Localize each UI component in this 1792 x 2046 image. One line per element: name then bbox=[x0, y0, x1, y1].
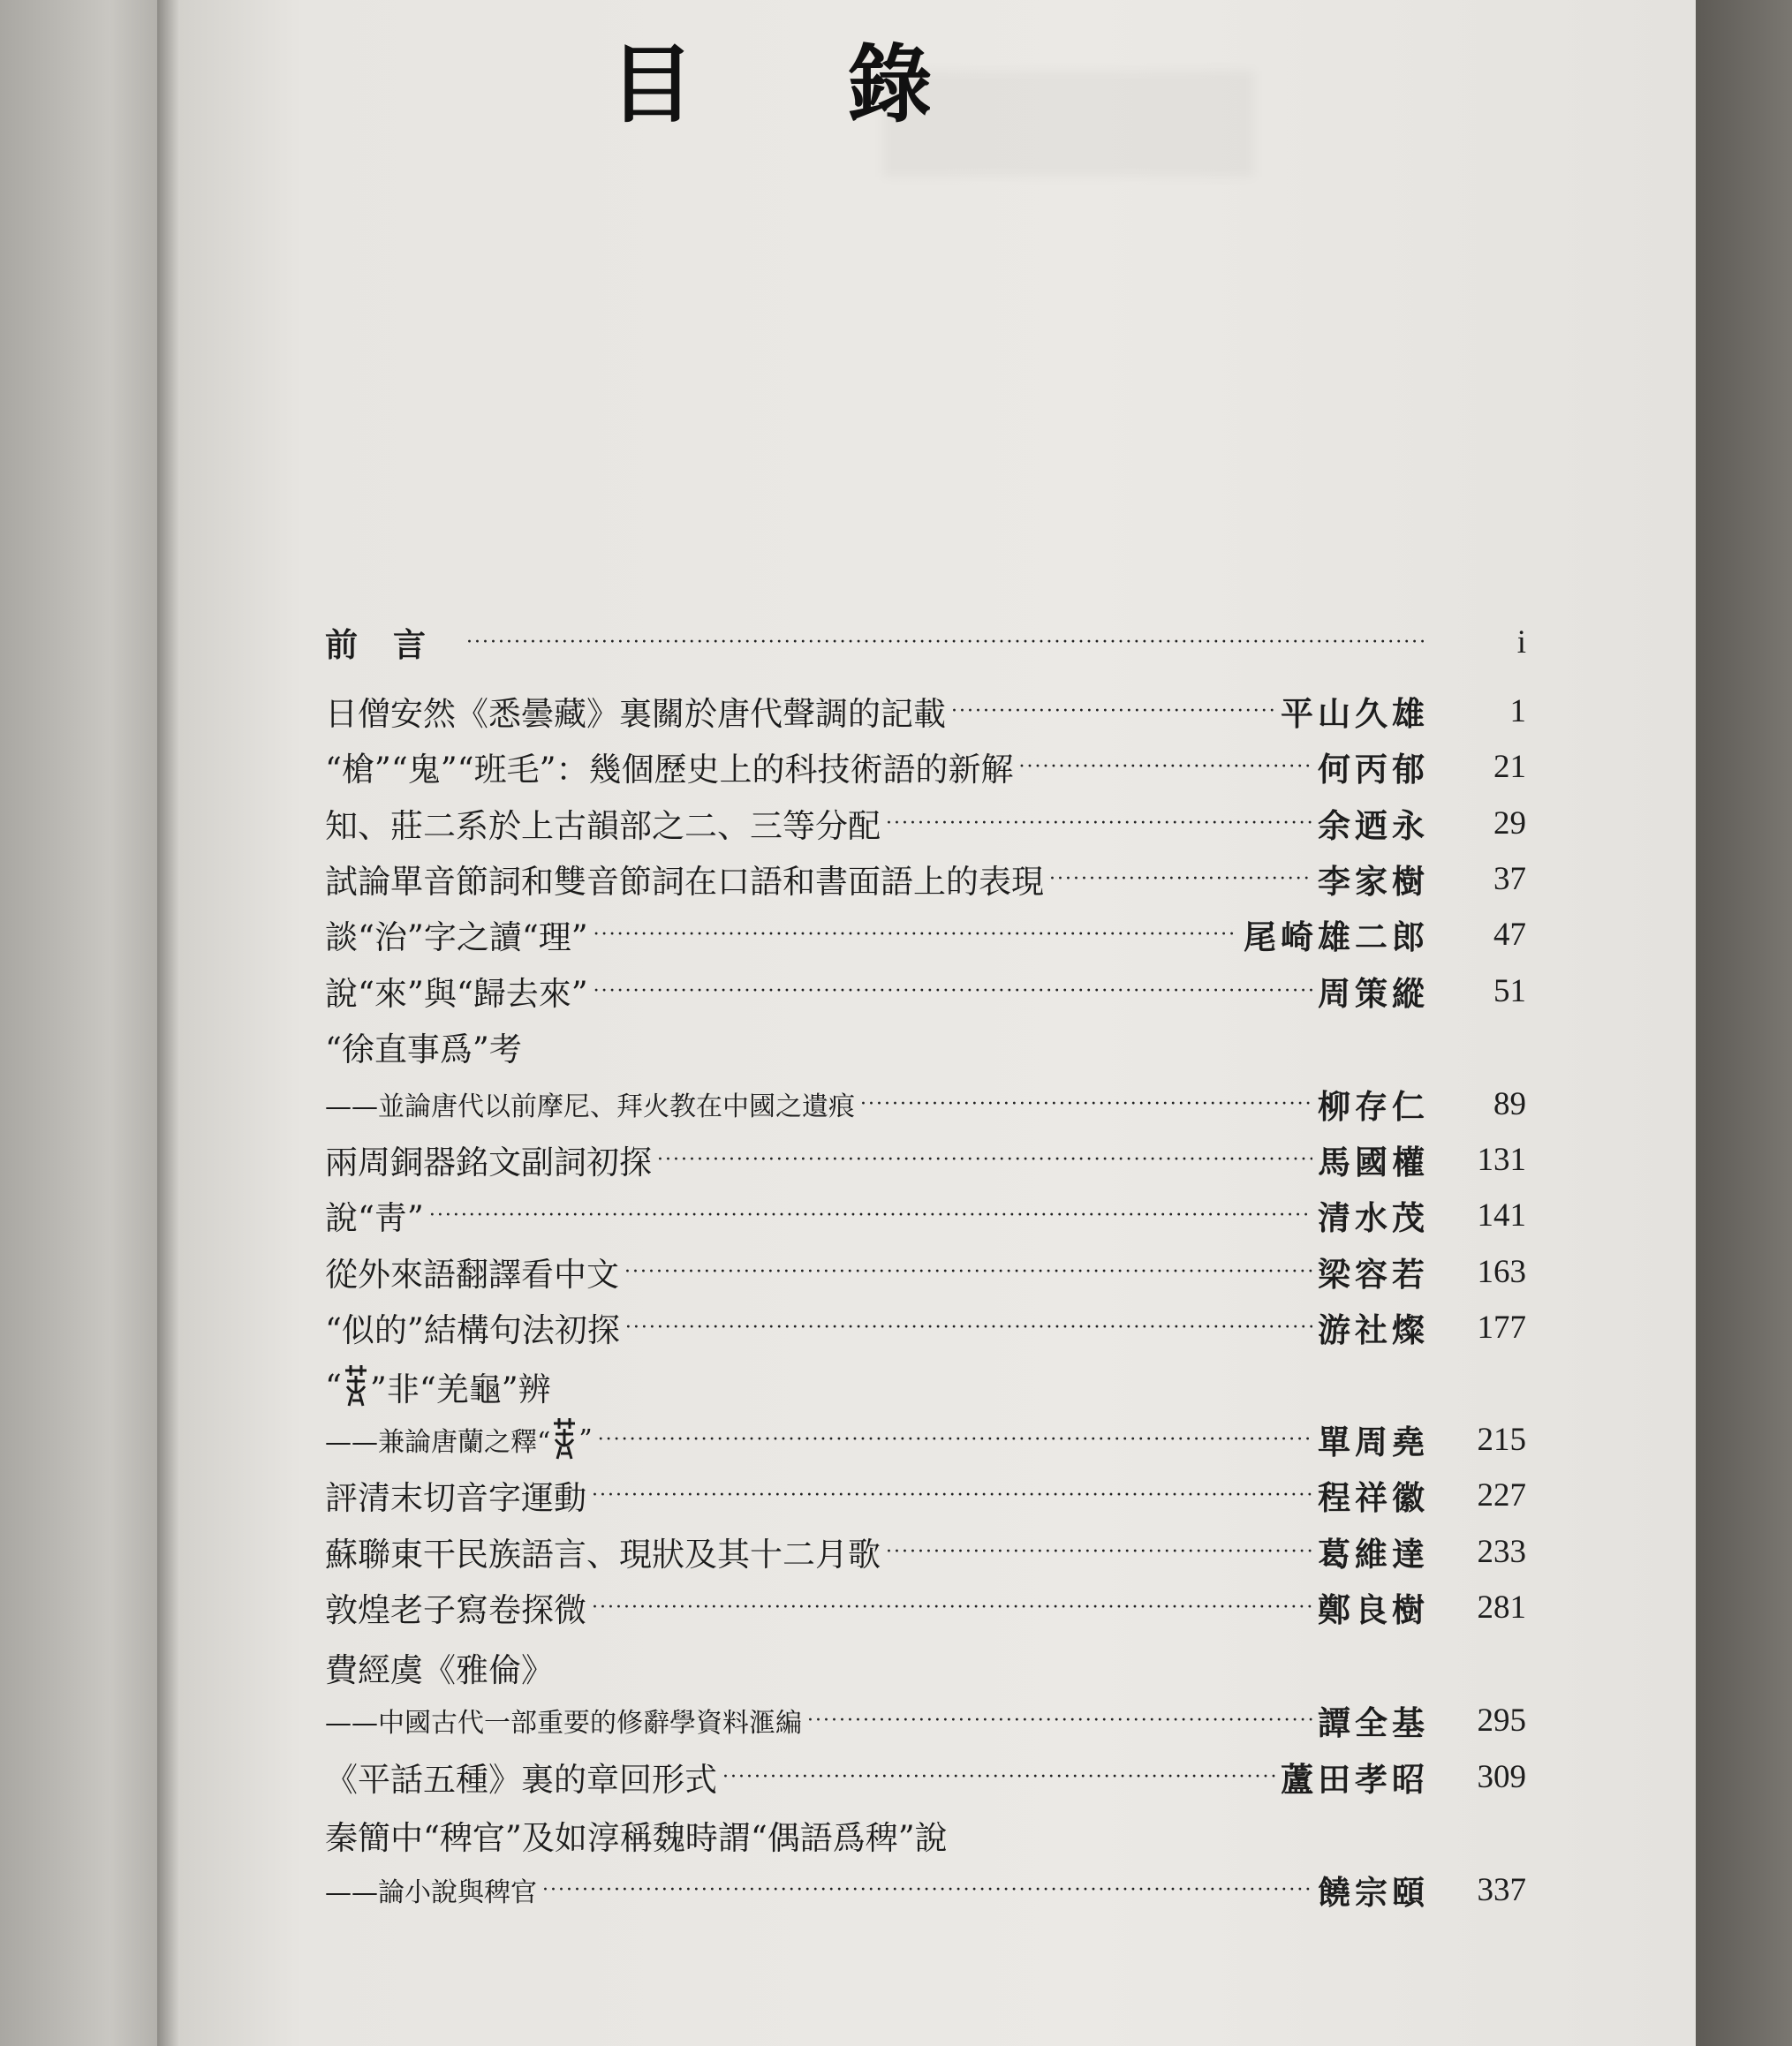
entry-title: 蘇聯東干民族語言、現狀及其十二月歌 bbox=[325, 1536, 881, 1574]
toc-entry bbox=[325, 1525, 1526, 1578]
entry-page: 29 bbox=[1493, 804, 1526, 842]
entry-subtitle: ——論小說與稗官 bbox=[325, 1877, 537, 1908]
entry-page: 163 bbox=[1477, 1253, 1526, 1290]
toc-entry bbox=[325, 1750, 1526, 1803]
table-of-contents bbox=[325, 0, 1526, 2046]
entry-title: 說“來”與“歸去來” bbox=[325, 975, 588, 1013]
toc-entry bbox=[325, 1133, 1526, 1186]
leader-dots bbox=[625, 1317, 1312, 1339]
leader-dots bbox=[592, 1597, 1312, 1619]
leader-dots bbox=[594, 980, 1312, 1002]
leader-dots bbox=[592, 1484, 1312, 1506]
leader-dots bbox=[657, 1149, 1312, 1171]
ancient-seal-glyph-icon bbox=[342, 1363, 370, 1409]
entry-title: ”非“羌龜”辨 bbox=[369, 1370, 551, 1408]
entry-author: 譚全基 bbox=[1318, 1703, 1429, 1742]
page-title: 目 錄 bbox=[609, 34, 994, 134]
toc-entry-title-line: 費經虞《雅倫》 bbox=[325, 1651, 554, 1689]
entry-author: 梁容若 bbox=[1318, 1255, 1429, 1294]
toc-entry bbox=[325, 684, 1526, 737]
entry-author: 單周堯 bbox=[1318, 1423, 1429, 1461]
entry-page: 215 bbox=[1477, 1421, 1526, 1458]
toc-entry-subtitle bbox=[325, 1694, 1526, 1747]
leader-dots bbox=[594, 924, 1238, 946]
entry-title: 《平話五種》裏的章回形式 bbox=[325, 1761, 717, 1799]
ancient-seal-glyph-icon bbox=[550, 1416, 578, 1462]
entry-page: i bbox=[1516, 623, 1526, 661]
toc-entry bbox=[325, 1301, 1526, 1354]
leader-dots bbox=[542, 1879, 1312, 1901]
toc-entry-title-line: “徐直事爲”考 bbox=[325, 1031, 522, 1068]
entry-subtitle-end: ” bbox=[578, 1423, 593, 1455]
toc-entry bbox=[325, 964, 1526, 1017]
entry-author: 平山久雄 bbox=[1281, 694, 1429, 733]
toc-entry-title-line: 秦簡中“稗官”及如淳稱魏時謂“偶語爲稗”說 bbox=[325, 1819, 948, 1857]
entry-author: 柳存仁 bbox=[1318, 1087, 1429, 1126]
entry-title: “似的”結構句法初探 bbox=[325, 1311, 620, 1349]
entry-title: 從外來語翻譯看中文 bbox=[325, 1256, 619, 1294]
entry-title: 前言 bbox=[325, 625, 461, 664]
toc-entry-title-line: “ ”非“羌龜”辨 bbox=[325, 1360, 551, 1413]
entry-title: “槍”“鬼”“班毛”：幾個歷史上的科技術語的新解 bbox=[325, 751, 1014, 789]
entry-title: 試論單音節詞和雙音節詞在口語和書面語上的表現 bbox=[325, 863, 1044, 901]
leader-dots bbox=[429, 1204, 1312, 1227]
entry-page: 227 bbox=[1477, 1476, 1526, 1514]
entry-page: 21 bbox=[1493, 748, 1526, 785]
entry-title: 說“靑” bbox=[325, 1199, 424, 1237]
leader-dots bbox=[1019, 756, 1313, 778]
book-gutter bbox=[157, 0, 180, 2046]
toc-entry-subtitle bbox=[325, 1863, 1526, 1916]
entry-page: 47 bbox=[1493, 916, 1526, 953]
entry-page: 37 bbox=[1493, 860, 1526, 897]
entry-title: 評清末切音字運動 bbox=[325, 1479, 586, 1517]
entry-author: 葛維達 bbox=[1318, 1535, 1429, 1574]
leader-dots bbox=[886, 1541, 1312, 1563]
entry-subtitle: ——兼論唐蘭之釋“ bbox=[325, 1427, 551, 1458]
entry-subtitle: ——並論唐代以前摩尼、拜火教在中國之遺痕 bbox=[325, 1091, 855, 1122]
leader-dots bbox=[624, 1261, 1312, 1283]
entry-author: 游社燦 bbox=[1318, 1310, 1429, 1349]
entry-title: 談“治”字之讀“理” bbox=[325, 918, 588, 956]
right-page-edge bbox=[1696, 0, 1792, 2046]
leader-dots bbox=[466, 631, 1424, 653]
entry-author: 饒宗頤 bbox=[1318, 1873, 1429, 1912]
entry-author: 鄭良樹 bbox=[1318, 1590, 1429, 1629]
entry-author: 馬國權 bbox=[1318, 1143, 1429, 1182]
entry-subtitle: ——中國古代一部重要的修辭學資料滙編 bbox=[325, 1708, 802, 1739]
entry-author: 周策縱 bbox=[1318, 974, 1429, 1013]
leader-dots bbox=[951, 700, 1275, 722]
entry-author: 尾崎雄二郎 bbox=[1244, 917, 1429, 956]
entry-page: 337 bbox=[1477, 1871, 1526, 1908]
toc-entry bbox=[325, 797, 1526, 849]
entry-author: 何丙郁 bbox=[1318, 750, 1429, 789]
toc-entry-subtitle bbox=[325, 1413, 1526, 1466]
toc-entry bbox=[325, 1245, 1526, 1298]
left-page-edge bbox=[0, 0, 157, 2046]
entry-page: 295 bbox=[1477, 1702, 1526, 1739]
entry-page: 177 bbox=[1477, 1309, 1526, 1346]
entry-title: 敦煌老子寫卷探微 bbox=[325, 1591, 586, 1629]
entry-author: 李家樹 bbox=[1318, 862, 1429, 901]
toc-entry bbox=[325, 1581, 1526, 1634]
entry-title: 兩周銅器銘文副詞初探 bbox=[325, 1144, 652, 1182]
entry-author: 清水茂 bbox=[1318, 1198, 1429, 1237]
toc-entry bbox=[325, 908, 1526, 961]
entry-page: 131 bbox=[1477, 1141, 1526, 1178]
entry-title: 日僧安然《悉曇藏》裏關於唐代聲調的記載 bbox=[325, 695, 946, 733]
entry-page: 51 bbox=[1493, 972, 1526, 1009]
entry-author: 程祥徽 bbox=[1318, 1478, 1429, 1517]
leader-dots bbox=[886, 812, 1312, 834]
entry-page: 281 bbox=[1477, 1589, 1526, 1626]
leader-dots bbox=[722, 1766, 1275, 1788]
leader-dots bbox=[598, 1429, 1312, 1451]
leader-dots bbox=[807, 1710, 1312, 1732]
leader-dots bbox=[860, 1093, 1312, 1115]
entry-page: 233 bbox=[1477, 1533, 1526, 1570]
entry-page: 309 bbox=[1477, 1758, 1526, 1795]
entry-title: 知、莊二系於上古韻部之二、三等分配 bbox=[325, 807, 881, 845]
toc-entry-preface bbox=[325, 615, 1526, 668]
entry-page: 141 bbox=[1477, 1197, 1526, 1234]
toc-entry bbox=[325, 740, 1526, 793]
entry-author: 余迺永 bbox=[1318, 806, 1429, 845]
leader-dots bbox=[1049, 868, 1312, 890]
entry-page: 1 bbox=[1509, 692, 1526, 729]
toc-entry bbox=[325, 1189, 1526, 1242]
toc-entry bbox=[325, 1468, 1526, 1521]
toc-entry-subtitle bbox=[325, 1077, 1526, 1130]
entry-page: 89 bbox=[1493, 1085, 1526, 1122]
toc-entry bbox=[325, 852, 1526, 905]
entry-author: 蘆田孝昭 bbox=[1281, 1760, 1429, 1799]
